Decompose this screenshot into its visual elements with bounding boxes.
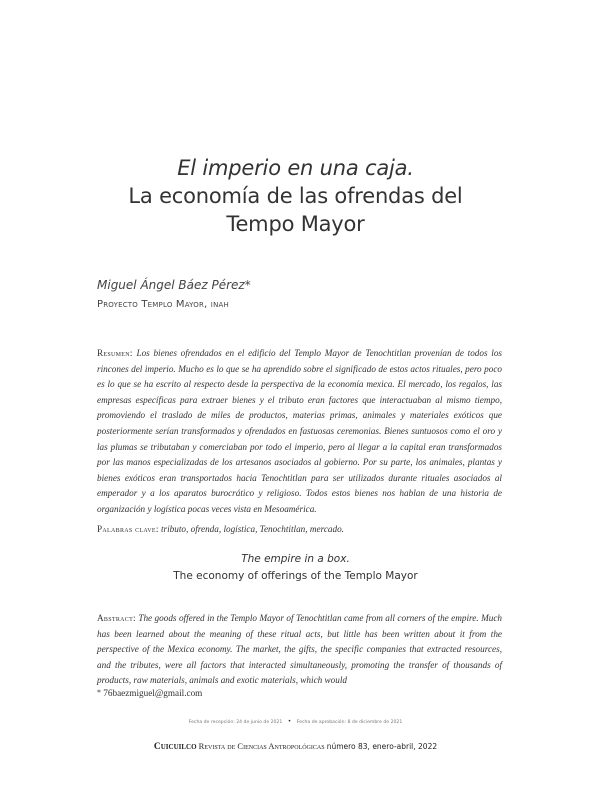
footnote-email: 76baezmiguel@gmail.com [103,688,203,698]
author-name: Miguel Ángel Báez Pérez* [97,278,251,292]
received-date: Fecha de recepción: 24 de junio de 2021 [188,720,283,725]
journal-subtitle: Revista de Ciencias Antropológicas [198,741,325,751]
article-title [0,154,591,238]
keywords-label: Palabras clave: [97,524,159,534]
footnote [97,688,202,698]
resumen-text: Los bienes ofrendados en el edificio del Templo Mayor de Tenochtitlan provenían de todos los rincones del imperio. Mucho es lo que se ha aprendido sobre el significado de estos actos rituales, pero poco es lo que se ha escrito al respecto desde la perspectiva de la economía mexica. El mercado, los regalos, las empresas específicas para extraer bienes y el tributo eran factores que interactuaban al mismo tiempo, promoviendo el traslado de miles de productos, materias primas, animales y materiales exóticos que posteriormente serían transformados y ofrendados en fastuosas ceremonias. Bienes suntuosos como el oro y las plumas se tributaban y comerciaban por todo el imperio, pero al llegar a la capital eran transformados por las manos especializadas de los artesanos asociados al gobierno. Por su parte, los animales, plantas y bienes exóticos eran transportados hacia Tenochtitlan para ser utilizados durante rituales asociados al emperador y a los aparatos burocrático y religioso. Todos estos bienes nos hablan de una historia de organización y logística pocas veces vista en Mesoamérica. [97,348,503,514]
english-title [0,551,591,585]
author-affiliation: Proyecto Templo Mayor, inah [97,299,229,310]
resumen-paragraph [97,346,502,518]
english-title-line-2: The economy of offerings of the Templo Mayor [173,570,418,582]
keywords-paragraph [97,522,502,536]
abstract-label: Abstract: [97,613,136,623]
title-line-3: Tempo Mayor [226,212,365,236]
publication-dates [0,718,591,725]
journal-footer [0,741,591,752]
keywords-text: tributo, ofrenda, logística, Tenochtitlan, mercado. [161,524,344,534]
abstract-text: The goods offered in the Templo Mayor of Tenochtitlan came from all corners of the empire. Much has been learned about the meaning of these ritual acts, but little has been written about it from the perspective of the Mexica economy. The market, the gifts, the specific companies that extracted resources, and the tributes, were all factors that interacted simultaneously, promoting the transfer of thousands of products, raw materials, animals and exotic materials, which would [97,613,502,686]
journal-name: Cuicuilco [153,742,197,752]
approved-date: Fecha de aprobación: 8 de diciembre de 2021 [296,720,403,725]
title-line-2: La economía de las ofrendas del [128,184,463,208]
abstract-paragraph [97,611,502,689]
dates-separator: • [287,718,292,725]
journal-issue: número 83, enero-abril, 2022 [326,742,438,751]
english-title-line-1: The empire in a box. [241,553,350,565]
title-line-1: El imperio en una caja. [177,156,414,180]
footnote-mark: * [97,688,101,697]
resumen-label: Resumen: [97,348,133,358]
